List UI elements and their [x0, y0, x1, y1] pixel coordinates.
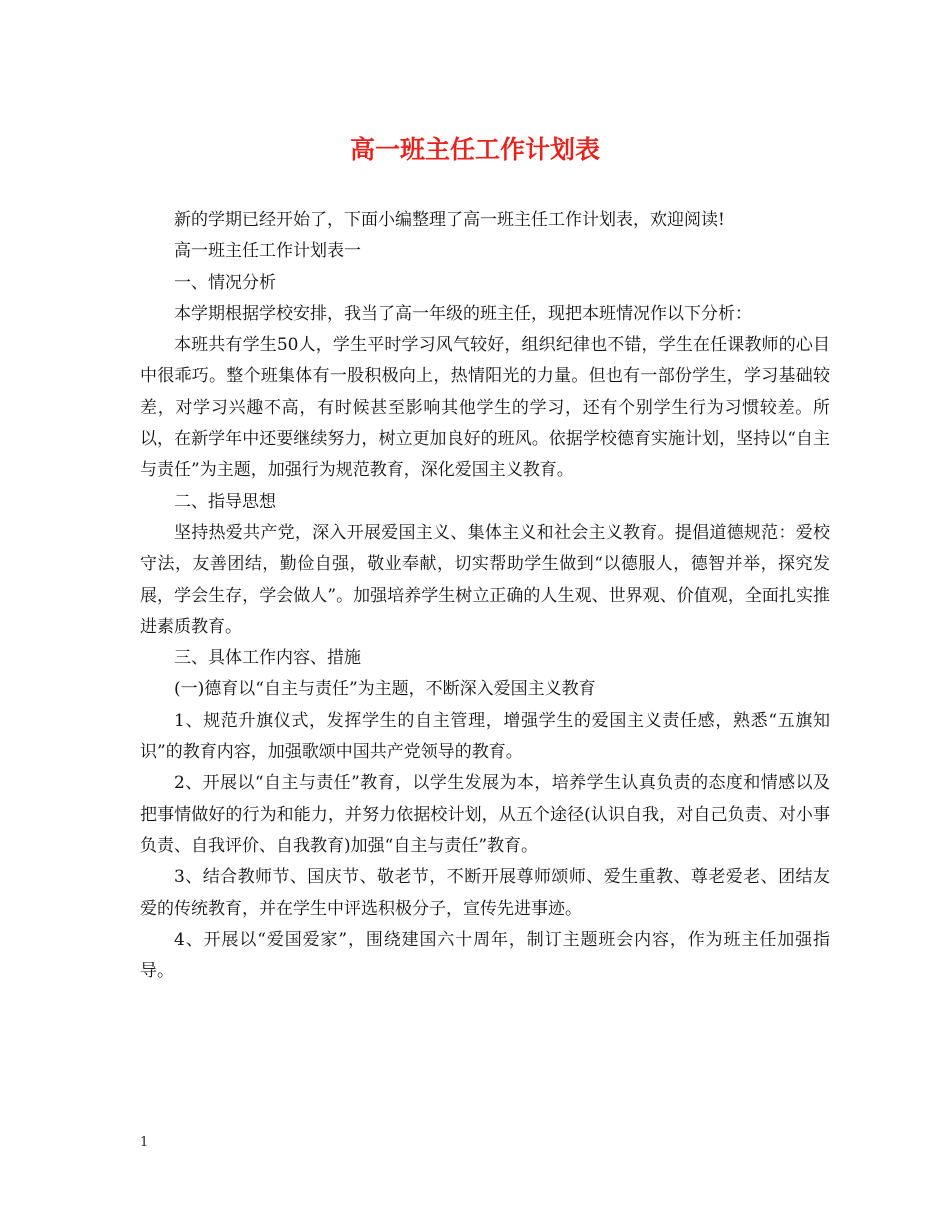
section-heading-guiding-idea: 二、指导思想	[174, 491, 276, 512]
list-item-2: 2、开展以“自主与责任”教育，以学生发展为本，培养学生认真负责的态度和情感以及把事情做好的行为和能力，并努力依据校计划，从五个途径(认识自我，对自己负责、对小事负责、自我评价、自我教育)加强“自主与责任”教育。	[140, 773, 830, 856]
list-item-1: 1、规范升旗仪式，发挥学生的自主管理，增强学生的爱国主义责任感，熟悉“五旗知识”的教育内容，加强歌颂中国共产党领导的教育。	[140, 710, 830, 763]
subsection-heading-moral-education: (一)德育以“自主与责任”为主题，不断深入爱国主义教育	[174, 679, 596, 700]
page-number: 1	[140, 1135, 149, 1150]
paragraph-subtitle: 高一班主任工作计划表一	[174, 241, 361, 262]
list-item-3: 3、结合教师节、国庆节、敬老节，不断开展尊师颂师、爱生重教、尊老爱老、团结友爱的传统教育，并在学生中评选积极分子，宣传先进事迹。	[140, 867, 830, 919]
section-heading-measures: 三、具体工作内容、措施	[174, 648, 361, 669]
document-title: 高一班主任工作计划表	[349, 135, 600, 164]
document-body	[140, 205, 830, 987]
paragraph-situation-intro: 本学期根据学校安排，我当了高一年级的班主任，现把本班情况作以下分析：	[174, 303, 752, 324]
list-item-4: 4、开展以“爱国爱家”，围绕建国六十周年，制订主题班会内容，作为班主任加强指导。	[140, 929, 830, 982]
paragraph-class-analysis: 本班共有学生50人，学生平时学习风气较好，组织纪律也不错，学生在任课教师的心目中很乖巧。整个班集体有一股积极向上，热情阳光的力量。但也有一部份学生，学习基础较差，对学习兴趣不高，有时候甚至影响其他学生的学习，还有个别学生行为习惯较差。所以，在新学年中还要继续努力，树立更加良好的班风。依据学校德育实施计划，坚持以“自主与责任”为主题，加强行为规范教育，深化爱国主义教育。	[140, 335, 830, 481]
section-heading-situation: 一、情况分析	[174, 272, 276, 293]
paragraph-guiding-idea: 坚持热爱共产党，深入开展爱国主义、集体主义和社会主义教育。提倡道德规范：爱校守法，友善团结，勤俭自强，敬业奉献，切实帮助学生做到“以德服人，德智并举，探究发展，学会生存，学会做人”。加强培养学生树立正确的人生观、世界观、价值观，全面扎实推进素质教育。	[140, 522, 830, 637]
paragraph-intro: 新的学期已经开始了，下面小编整理了高一班主任工作计划表，欢迎阅读!	[174, 210, 725, 230]
